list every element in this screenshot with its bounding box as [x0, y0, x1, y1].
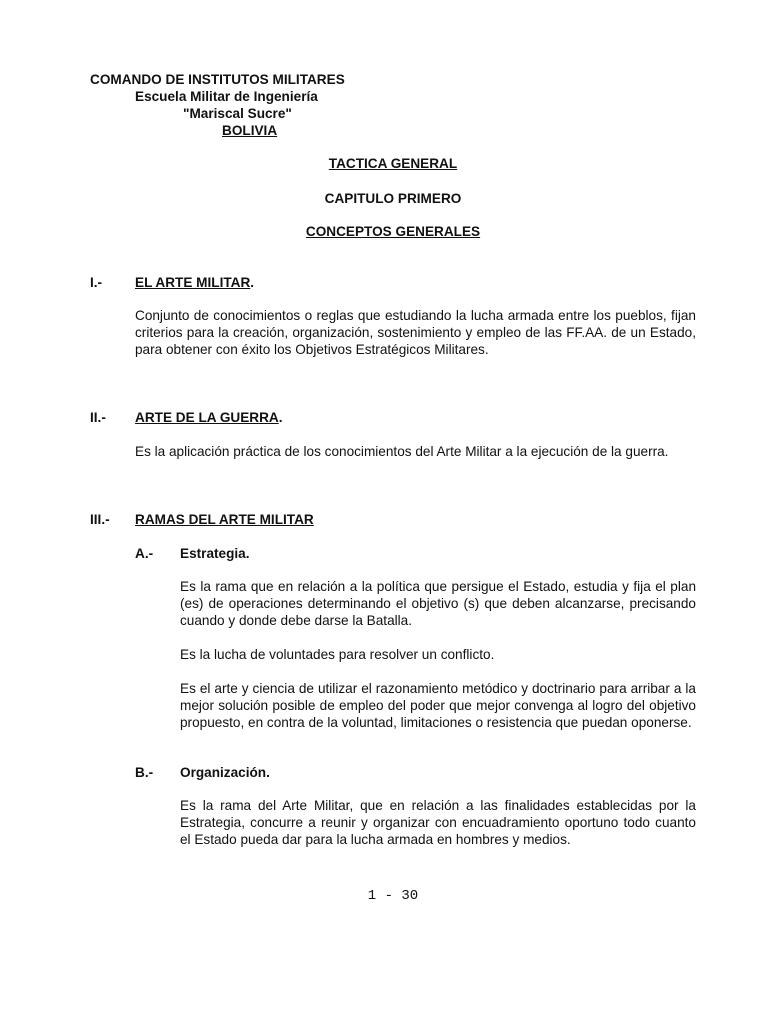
subsection-paragraph: Es la rama que en relación a la política que persigue el Estado, estudia y fija el plan (es) de operaciones determinando el objetivo (s) que deben alcanzarse, precisando cuando y donde debe darse la Batalla. — [180, 579, 696, 628]
subsection-letter: B.- — [135, 765, 154, 780]
section-title-suffix: . — [250, 275, 255, 290]
section-number: III.- — [90, 512, 110, 527]
section-body: Es la aplicación práctica de los conocimientos del Arte Militar a la ejecución de la guerra. — [135, 444, 669, 459]
section-body: Conjunto de conocimientos o reglas que estudiando la lucha armada entre los pueblos, fijan criterios para la creación, organización, sostenimiento y empleo de las FF.AA. de un Estado, para obtener con éxito los Objetivos Estratégicos Militares. — [135, 308, 696, 357]
section-title: ARTE DE LA GUERRA — [135, 410, 279, 425]
section-heading — [135, 511, 314, 528]
page-number: 1 - 30 — [367, 888, 419, 904]
section-number: I.- — [90, 275, 103, 290]
subsection-title: Estrategia. — [180, 546, 250, 561]
section-number: II.- — [90, 410, 106, 425]
subsection-title: Organización. — [180, 765, 270, 780]
section-title: EL ARTE MILITAR — [135, 275, 251, 290]
section-heading — [135, 274, 254, 291]
topic-title: CONCEPTOS GENERALES — [305, 224, 481, 239]
section-title-suffix: . — [278, 410, 283, 425]
header-school: Escuela Militar de Ingeniería — [135, 89, 318, 104]
header-institution: COMANDO DE INSTITUTOS MILITARES — [90, 72, 345, 87]
header-country: BOLIVIA — [222, 123, 278, 138]
subsection-paragraph: Es la rama del Arte Militar, que en relación a las finalidades establecidas por la Estrategia, concurre a reunir y organizar con encuadramiento oportuno todo cuanto el Estado pueda dar para la lucha armada en hombres y medios. — [180, 798, 696, 847]
subsection-paragraph: Es la lucha de voluntades para resolver un conflicto. — [180, 647, 495, 662]
header-school-name: "Mariscal Sucre" — [183, 106, 292, 121]
subsection-paragraph: Es el arte y ciencia de utilizar el razonamiento metódico y doctrinario para arribar a la mejor solución posible de empleo del poder que mejor convenga al logro del objetivo propuesto, en contra de la voluntad, limitaciones o resistencia que puedan oponerse. — [180, 681, 696, 730]
main-title: TACTICA GENERAL — [328, 156, 458, 171]
section-heading — [135, 409, 283, 426]
subsection-letter: A.- — [135, 546, 154, 561]
chapter-title: CAPITULO PRIMERO — [324, 191, 462, 206]
section-title: RAMAS DEL ARTE MILITAR — [135, 512, 314, 527]
